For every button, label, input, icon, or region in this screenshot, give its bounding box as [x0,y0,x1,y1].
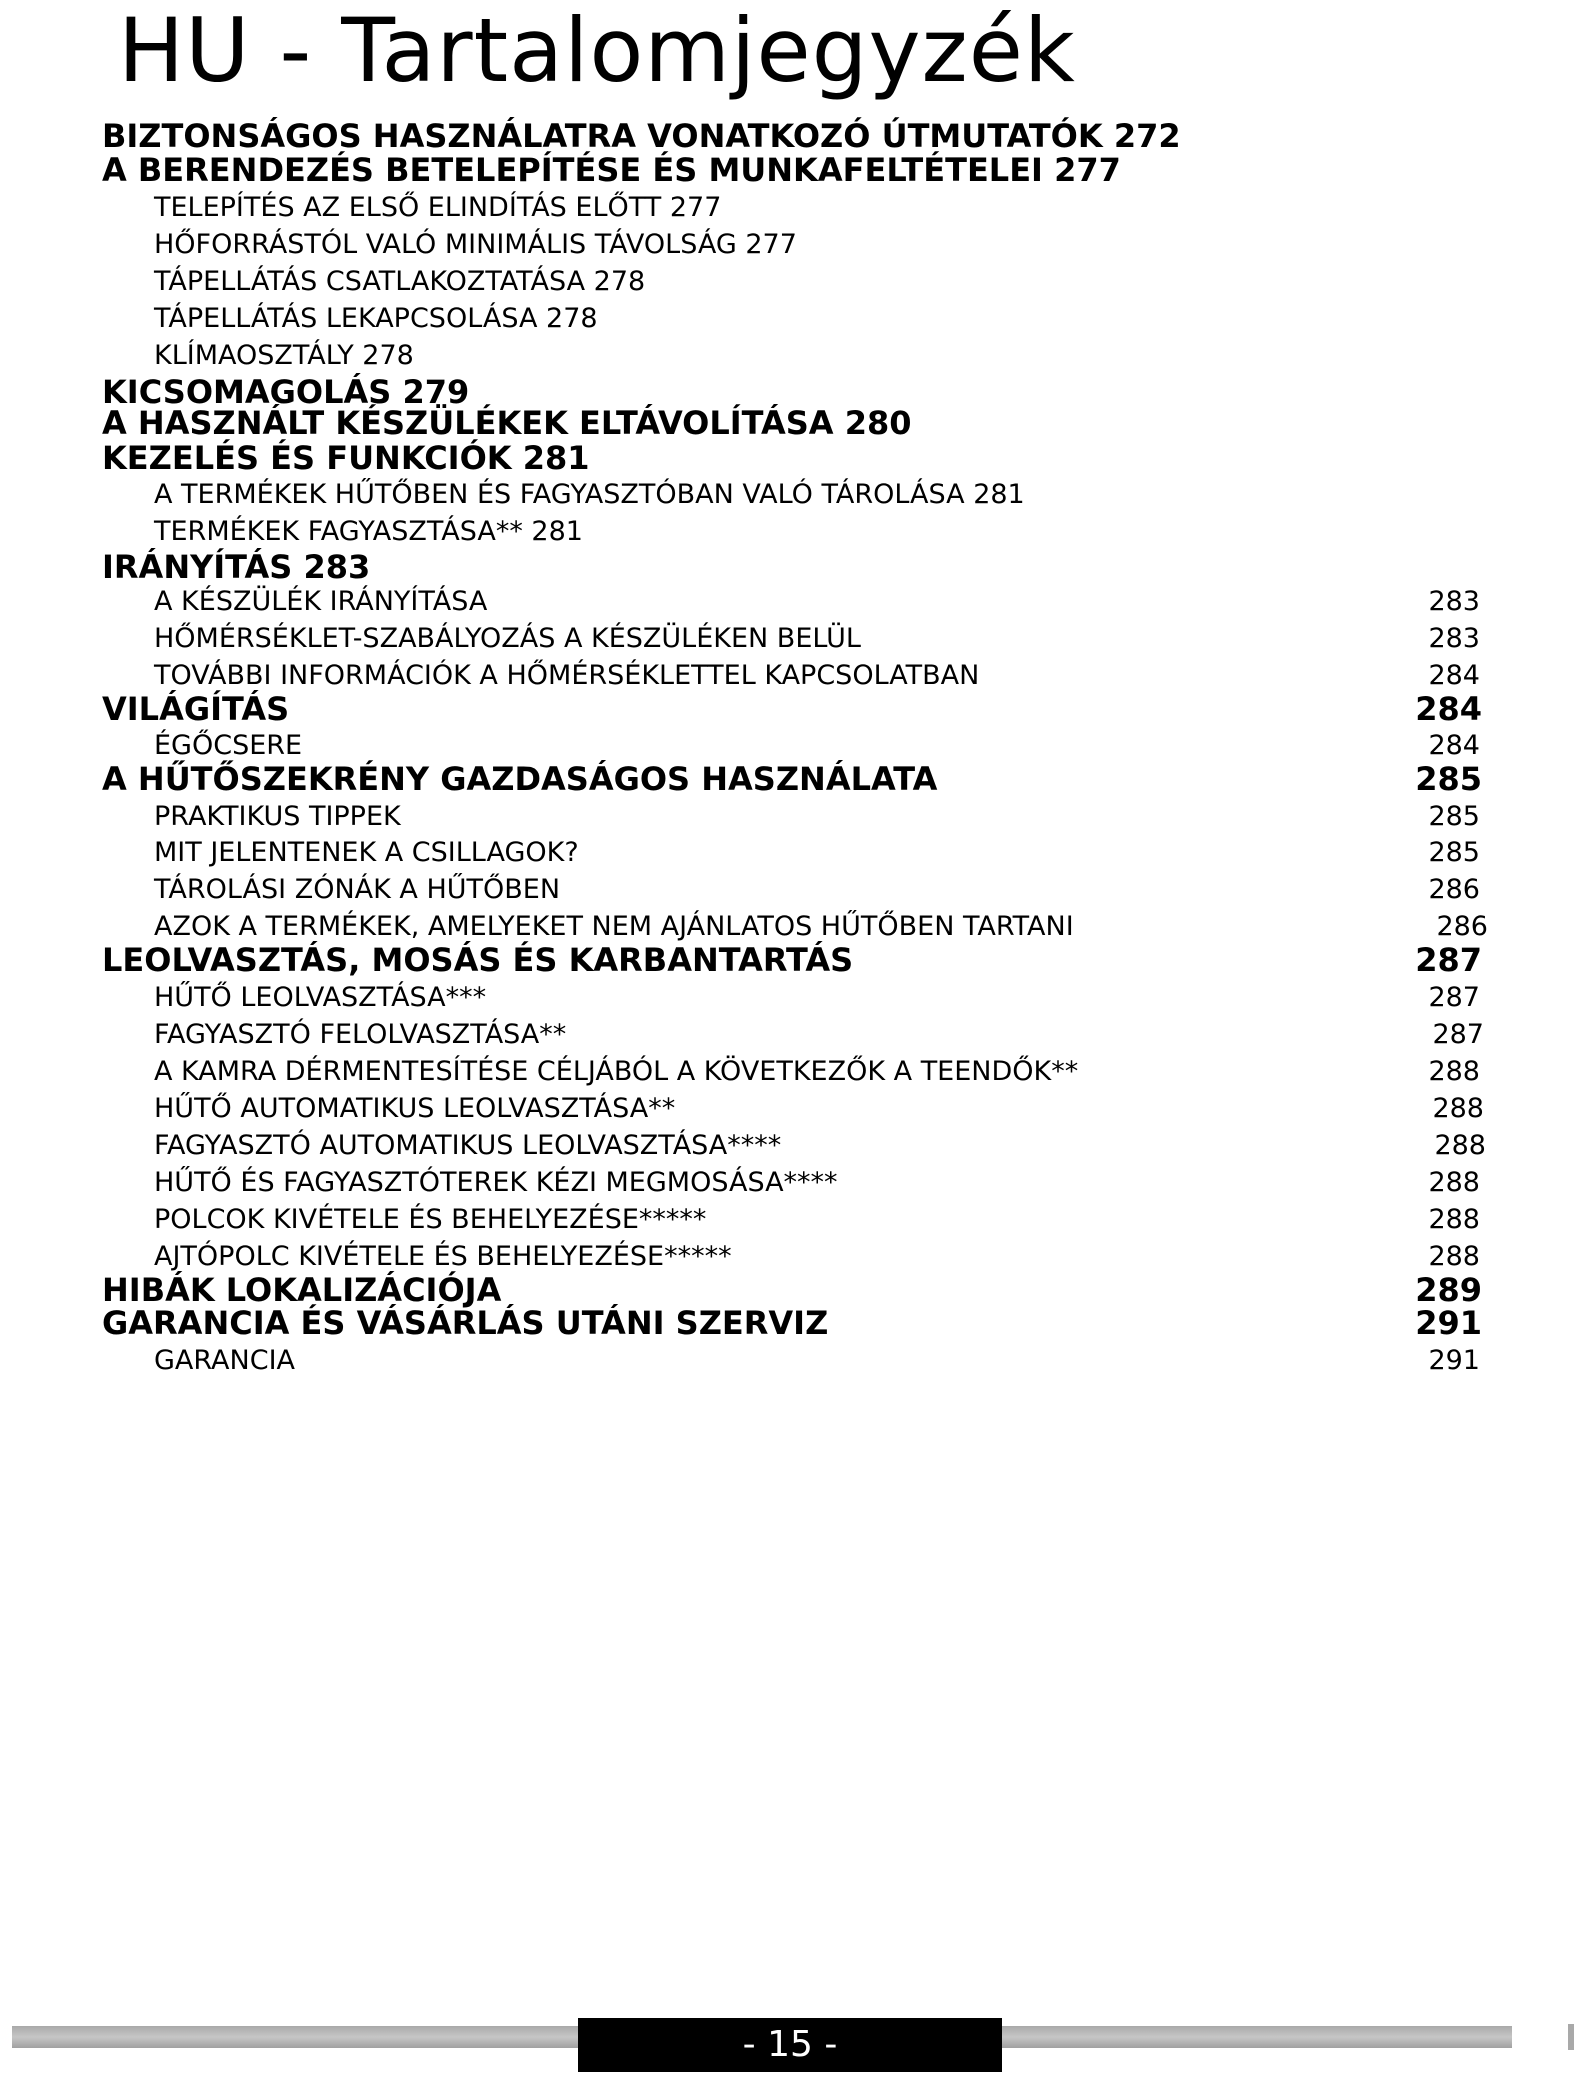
toc-page-number: 285 [1428,837,1480,868]
toc-page-number: 288 [1428,1204,1480,1235]
toc-page-number: 288 [1434,1130,1486,1161]
toc-subentry[interactable]: A KAMRA DÉRMENTESÍTÉSE CÉLJÁBÓL A KÖVETKEZŐK A TEENDŐK** [154,1056,1079,1087]
toc-subentry[interactable]: PRAKTIKUS TIPPEK [154,801,401,832]
toc-subentry[interactable]: TÁPELLÁTÁS CSATLAKOZTATÁSA 278 [154,266,646,297]
toc-page-number: 288 [1428,1056,1480,1087]
toc-page-number: 288 [1428,1241,1480,1272]
toc-subentry[interactable]: HŰTŐ AUTOMATIKUS LEOLVASZTÁSA** [154,1093,676,1124]
toc-entry[interactable]: HIBÁK LOKALIZÁCIÓJA [102,1271,502,1309]
toc-page-number: 289 [1415,1271,1482,1309]
toc-subentry[interactable]: GARANCIA [154,1345,296,1376]
toc-subentry[interactable]: ÉGŐCSERE [154,730,303,761]
toc-subentry[interactable]: TOVÁBBI INFORMÁCIÓK A HŐMÉRSÉKLETTEL KAPCSOLATBAN [154,660,980,691]
toc-subentry[interactable]: HŐMÉRSÉKLET-SZABÁLYOZÁS A KÉSZÜLÉKEN BELÜL [154,623,861,654]
toc-subentry[interactable]: AJTÓPOLC KIVÉTELE ÉS BEHELYEZÉSE***** [154,1241,732,1272]
toc-entry[interactable]: GARANCIA ÉS VÁSÁRLÁS UTÁNI SZERVIZ [102,1304,829,1342]
toc-entry[interactable]: VILÁGÍTÁS [102,690,290,728]
toc-subentry[interactable]: FAGYASZTÓ FELOLVASZTÁSA** [154,1019,567,1050]
toc-subentry[interactable]: FAGYASZTÓ AUTOMATIKUS LEOLVASZTÁSA**** [154,1130,782,1161]
toc-entry[interactable]: A HASZNÁLT KÉSZÜLÉKEK ELTÁVOLÍTÁSA 280 [102,404,912,442]
page-title: HU - Tartalomjegyzék [118,0,1076,102]
toc-entry[interactable]: A HŰTŐSZEKRÉNY GAZDASÁGOS HASZNÁLATA [102,760,938,798]
toc-page-number: 287 [1432,1019,1484,1050]
toc-page-number: 284 [1415,690,1482,728]
toc-entry[interactable]: KEZELÉS ÉS FUNKCIÓK 281 [102,439,590,477]
toc-page-number: 285 [1415,760,1482,798]
toc-page-number: 286 [1436,911,1488,942]
toc-page-number: 285 [1428,801,1480,832]
toc-subentry[interactable]: HŰTŐ ÉS FAGYASZTÓTEREK KÉZI MEGMOSÁSA**** [154,1167,838,1198]
page-number: - 15 - [578,2018,1002,2072]
toc-subentry[interactable]: MIT JELENTENEK A CSILLAGOK? [154,837,579,868]
toc-page-number: 287 [1415,941,1482,979]
toc-subentry[interactable]: POLCOK KIVÉTELE ÉS BEHELYEZÉSE***** [154,1204,707,1235]
toc-page-number: 287 [1428,982,1480,1013]
toc-page-number: 284 [1428,730,1480,761]
toc-page-number: 288 [1432,1093,1484,1124]
toc-page-number: 291 [1428,1345,1480,1376]
toc-page-number: 283 [1428,586,1480,617]
toc-page-number: 288 [1428,1167,1480,1198]
toc-subentry[interactable]: TERMÉKEK FAGYASZTÁSA** 281 [154,516,583,547]
toc-entry[interactable]: BIZTONSÁGOS HASZNÁLATRA VONATKOZÓ ÚTMUTATÓK 272 [102,117,1181,155]
toc-subentry[interactable]: HŐFORRÁSTÓL VALÓ MINIMÁLIS TÁVOLSÁG 277 [154,229,797,260]
toc-subentry[interactable]: A TERMÉKEK HŰTŐBEN ÉS FAGYASZTÓBAN VALÓ TÁROLÁSA 281 [154,479,1025,510]
toc-entry[interactable]: IRÁNYÍTÁS 283 [102,548,371,586]
toc-subentry[interactable]: HŰTŐ LEOLVASZTÁSA*** [154,982,487,1013]
footer-edge-mark [1568,2024,1574,2050]
toc-subentry[interactable]: TÁPELLÁTÁS LEKAPCSOLÁSA 278 [154,303,598,334]
toc-subentry[interactable]: KLÍMAOSZTÁLY 278 [154,340,414,371]
toc-entry[interactable]: LEOLVASZTÁS, MOSÁS ÉS KARBANTARTÁS [102,941,854,979]
toc-subentry[interactable]: TÁROLÁSI ZÓNÁK A HŰTŐBEN [154,874,561,905]
toc-entry[interactable]: A BERENDEZÉS BETELEPÍTÉSE ÉS MUNKAFELTÉTELEI 277 [102,151,1121,189]
toc-subentry[interactable]: AZOK A TERMÉKEK, AMELYEKET NEM AJÁNLATOS HŰTŐBEN TARTANI [154,911,1074,942]
toc-entry[interactable]: KICSOMAGOLÁS 279 [102,373,470,411]
toc-subentry[interactable]: TELEPÍTÉS AZ ELSŐ ELINDÍTÁS ELŐTT 277 [154,192,722,223]
toc-page-number: 291 [1415,1304,1482,1342]
toc-page-number: 286 [1428,874,1480,905]
toc-page-number: 284 [1428,660,1480,691]
toc-subentry[interactable]: A KÉSZÜLÉK IRÁNYÍTÁSA [154,586,488,617]
toc-page-number: 283 [1428,623,1480,654]
